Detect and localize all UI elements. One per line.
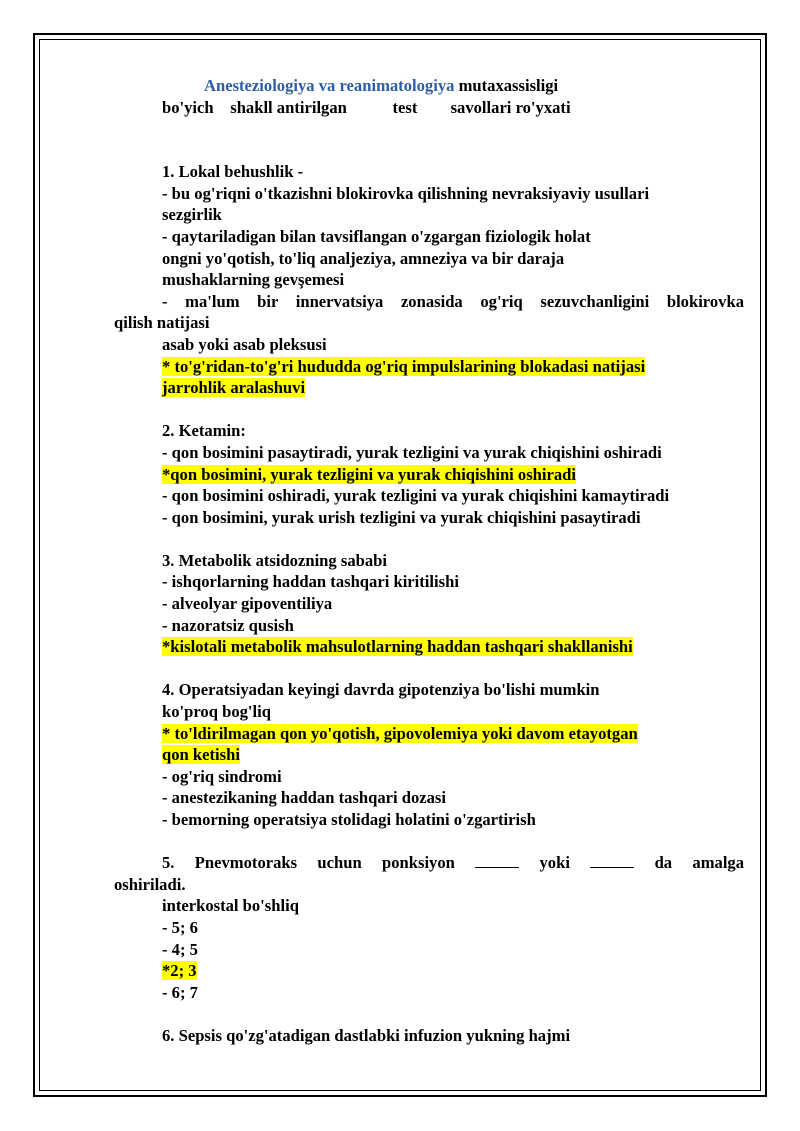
question-1-correct-answer: * to'g'ridan-to'g'ri hududda og'riq impulslarining blokadasi natijasi (162, 356, 646, 376)
document-subtitle: bo'yich shakll antirilgan test savollari ro'yxati (162, 97, 571, 117)
question-3-option-2: - alveolyar gipoventiliya (162, 594, 333, 614)
fill-in-blank-1 (475, 853, 519, 868)
question-1-option-3-cont2: asab yoki asab pleksusi (162, 334, 327, 354)
question-5-heading (114, 852, 744, 874)
question-1-option-3: - ma'lum bir innervatsiya zonasida og'riq sezuvchanligini blokirovka (162, 291, 744, 311)
q5-word: Pnevmotoraks (194, 853, 298, 873)
question-3-heading: 3. Metabolik atsidozning sababi (162, 550, 387, 570)
question-4-correct-answer: * to'ldirilmagan qon yo'qotish, gipovolemiya yoki davom etayotgan (162, 723, 638, 743)
question-1-heading: 1. Lokal behushlik - (162, 162, 304, 182)
question-2-option-4: - qon bosimini, yurak urish tezligini va yurak chiqishini pasaytiradi (162, 507, 641, 527)
question-5-option-2: - 4; 5 (162, 939, 198, 959)
question-4-heading: 4. Operatsiyadan keyingi davrda gipotenziya bo'lishi mumkin (162, 680, 600, 700)
question-1-option-3-cont: qilish natijasi (114, 313, 210, 333)
question-3-option-3: - nazoratsiz qusish (162, 615, 294, 635)
question-1-option-2-cont2: mushaklarning gevşemesi (162, 270, 345, 290)
question-2-correct-answer: *qon bosimini, yurak tezligini va yurak chiqishini oshiradi (162, 464, 577, 484)
question-5-option-1: - 5; 6 (162, 917, 198, 937)
question-1-option-2-cont: ongni yo'qotish, to'liq analjeziya, amneziya va bir daraja (162, 248, 565, 268)
question-6-heading: 6. Sepsis qo'zg'atadigan dastlabki infuzion yukning hajmi (162, 1025, 571, 1045)
title-rest: mutaxassisligi (454, 76, 559, 95)
question-3-option-1: - ishqorlarning haddan tashqari kiritilishi (162, 572, 459, 592)
title-blue-part: Anesteziologiya va reanimatologiya (204, 76, 455, 95)
question-4-correct-answer-cont: qon ketishi (162, 745, 240, 765)
document-body (114, 75, 744, 1047)
q5-word: da (654, 853, 673, 873)
q5-word: ponksiyon (382, 853, 455, 873)
question-1-correct-answer-cont: jarrohlik aralashuvi (162, 378, 306, 398)
question-5-correct-answer: *2; 3 (162, 961, 197, 981)
question-3-correct-answer: *kislotali metabolik mahsulotlarning haddan tashqari shakllanishi (162, 637, 633, 657)
question-4-option-3: - anestezikaning haddan tashqari dozasi (162, 788, 446, 808)
question-2-option-3: - qon bosimini oshiradi, yurak tezligini va yurak chiqishini kamaytiradi (162, 486, 670, 506)
fill-in-blank-2 (590, 853, 634, 868)
document-title (114, 75, 744, 97)
q5-word: 5. (162, 853, 175, 873)
question-2-heading: 2. Ketamin: (162, 421, 246, 441)
question-2-option-1: - qon bosimini pasaytiradi, yurak tezligini va yurak chiqishini oshiradi (162, 442, 662, 462)
question-5-heading-cont: oshiriladi. (114, 874, 186, 894)
question-1-option-2: - qaytariladigan bilan tavsiflangan o'zgargan fiziologik holat (162, 226, 591, 246)
question-5-subheading: interkostal bo'shliq (162, 896, 299, 916)
question-1-option-1-cont: sezgirlik (162, 205, 222, 225)
question-5-option-4: - 6; 7 (162, 982, 198, 1002)
question-4-option-2: - og'riq sindromi (162, 766, 282, 786)
q5-word: amalga (692, 853, 745, 873)
question-4-option-4: - bemorning operatsiya stolidagi holatini o'zgartirish (162, 810, 536, 829)
question-4-heading-cont: ko'proq bog'liq (162, 702, 271, 722)
question-1-option-1: - bu og'riqni o'tkazishni blokirovka qilishning nevraksiyaviy usullari (162, 183, 650, 203)
q5-word: uchun (317, 853, 362, 873)
q5-word: yoki (539, 853, 570, 873)
